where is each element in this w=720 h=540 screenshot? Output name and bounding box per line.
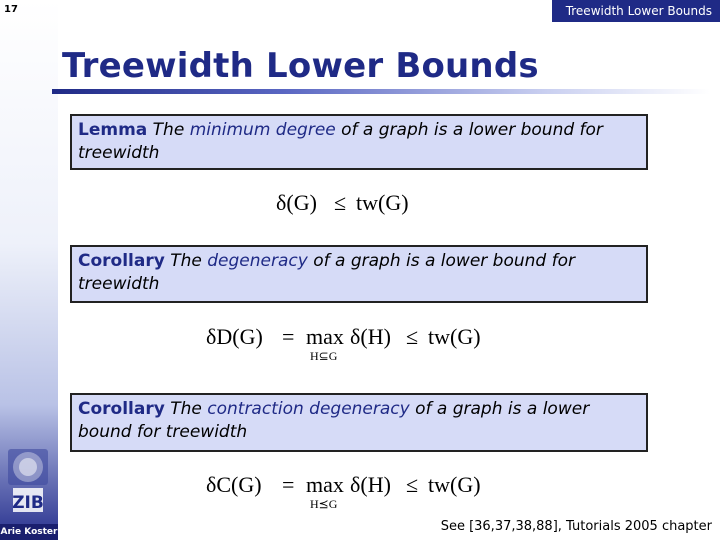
lemma-box <box>70 114 648 170</box>
corollary-contraction-box <box>70 393 648 452</box>
zib-logo <box>5 446 51 516</box>
formula-2-sub: H⊆G <box>310 349 338 363</box>
formula-3-op: max <box>306 472 344 497</box>
author-label: Arie Koster <box>0 524 58 540</box>
corollary-1-keyword: Corollary <box>78 251 165 271</box>
formula-3 <box>206 466 516 512</box>
formula-1 <box>276 186 436 220</box>
corollary-1-text-before: The <box>164 251 208 271</box>
formula-3-rel: ≤ <box>406 472 419 497</box>
formula-1-lhs: δ(G) <box>276 190 317 215</box>
formula-3-lhs: δC(G) <box>206 472 262 497</box>
formula-1-rel: ≤ <box>334 190 347 215</box>
header-tag: Treewidth Lower Bounds <box>552 0 720 22</box>
formula-2-mid: δ(H) <box>350 324 391 349</box>
formula-3-eq: = <box>282 472 295 497</box>
corollary-2-text-after: of a graph is a lower bound for treewidth <box>78 399 590 442</box>
corollary-2-keyword: Corollary <box>78 399 165 419</box>
formula-2-lhs: δD(G) <box>206 324 263 349</box>
corollary-2-term: contraction degeneracy <box>207 399 410 419</box>
formula-2-eq: = <box>282 324 295 349</box>
corollary-degeneracy-box <box>70 245 648 303</box>
formula-1-rhs: tw(G) <box>356 190 409 215</box>
slide-title: Treewidth Lower Bounds <box>62 46 539 86</box>
corollary-1-term: degeneracy <box>207 251 308 271</box>
references-footer: See [36,37,38,88], Tutorials 2005 chapter <box>440 519 712 534</box>
corollary-2-text-before: The <box>164 399 208 419</box>
formula-3-sub: H⪯G <box>310 497 338 511</box>
logo-text: ZIB <box>12 493 44 513</box>
formula-3-rhs: tw(G) <box>428 472 481 497</box>
title-underline <box>52 89 710 94</box>
lemma-text-before: The <box>147 120 190 140</box>
formula-2 <box>206 318 516 364</box>
formula-2-rhs: tw(G) <box>428 324 481 349</box>
formula-2-op: max <box>306 324 344 349</box>
formula-3-mid: δ(H) <box>350 472 391 497</box>
lemma-keyword: Lemma <box>78 120 148 140</box>
corollary-1-text-after: of a graph is a lower bound for treewidth <box>78 251 575 294</box>
formula-2-rel: ≤ <box>406 324 419 349</box>
lemma-text-after: of a graph is a lower bound for treewidth <box>78 120 603 163</box>
slide-number: 17 <box>4 4 18 15</box>
lemma-term: minimum degree <box>189 120 336 140</box>
